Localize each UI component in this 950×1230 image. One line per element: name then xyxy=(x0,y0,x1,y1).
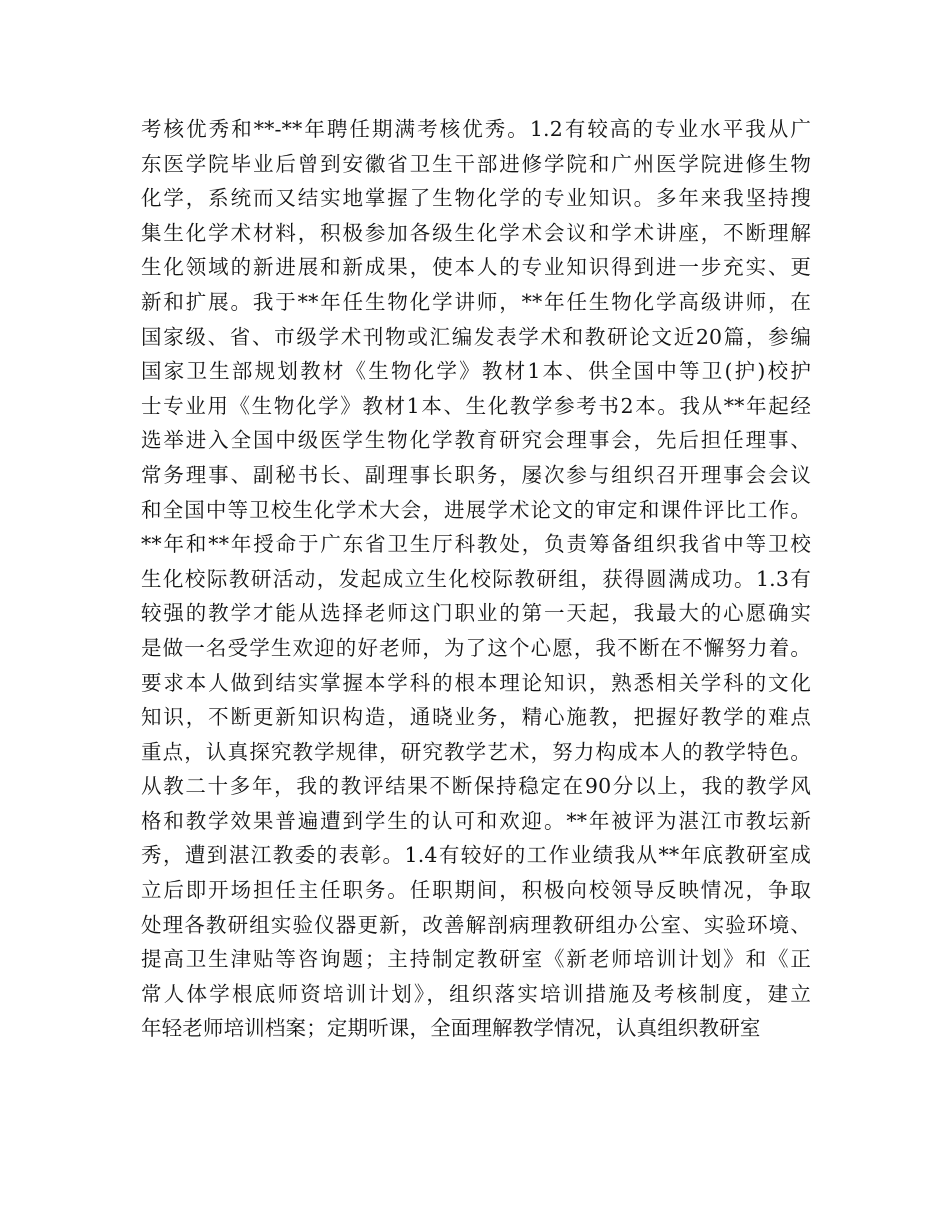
text-line: 秀，遭到湛江教委的表彰。1.4有较好的工作业绩我从**年底教研室成 xyxy=(141,843,811,868)
text-line: 年轻老师培训档案；定期听课，全面理解教学情况，认真组织教研室 xyxy=(141,1016,761,1041)
text-line: 处理各教研组实验仪器更新，改善解剖病理教研组办公室、实验环境、 xyxy=(141,912,811,937)
text-line: 和全国中等卫校生化学术大会，进展学术论文的审定和课件评比工作。 xyxy=(141,497,811,522)
text-line: **年和**年授命于广东省卫生厅科教处，负责筹备组织我省中等卫校 xyxy=(141,532,811,557)
text-line: 重点，认真探究教学规律，研究教学艺术，努力构成本人的教学特色。 xyxy=(141,739,811,764)
text-line: 知识，不断更新知识构造，通晓业务，精心施教，把握好教学的难点 xyxy=(141,705,811,730)
text-line: 立后即开场担任主任职务。任职期间，积极向校领导反映情况，争取 xyxy=(141,878,811,903)
text-line: 考核优秀和**-**年聘任期满考核优秀。1.2有较高的专业水平我从广 xyxy=(141,117,811,141)
text-line: 是做一名受学生欢迎的好老师，为了这个心愿，我不断在不懈努力着。 xyxy=(141,635,811,660)
text-line: 常务理事、副秘书长、副理事长职务，屡次参与组织召开理事会会议 xyxy=(141,462,811,487)
text-line: 集生化学术材料，积极参加各级生化学术会议和学术讲座，不断理解 xyxy=(141,220,811,245)
text-line: 化学，系统而又结实地掌握了生物化学的专业知识。多年来我坚持搜 xyxy=(141,186,811,211)
text-line: 常人体学根底师资培训计划》，组织落实培训措施及考核制度，建立 xyxy=(141,981,811,1006)
text-line: 选举进入全国中级医学生物化学教育研究会理事会，先后担任理事、 xyxy=(141,428,811,453)
text-line: 国家卫生部规划教材《生物化学》教材1本、供全国中等卫(护)校护 xyxy=(141,359,811,384)
text-line: 提高卫生津贴等咨询题；主持制定教研室《新老师培训计划》和《正 xyxy=(141,947,811,972)
body-paragraph xyxy=(141,112,811,1046)
text-line: 要求本人做到结实掌握本学科的根本理论知识，熟悉相关学科的文化 xyxy=(141,670,811,695)
text-line: 新和扩展。我于**年任生物化学讲师，**年任生物化学高级讲师，在 xyxy=(141,289,811,314)
text-line: 国家级、省、市级学术刊物或汇编发表学术和教研论文近20篇，参编 xyxy=(141,324,811,349)
text-line: 士专业用《生物化学》教材1本、生化教学参考书2本。我从**年起经 xyxy=(141,393,811,418)
text-line: 东医学院毕业后曾到安徽省卫生干部进修学院和广州医学院进修生物 xyxy=(141,151,811,176)
text-line: 较强的教学才能从选择老师这门职业的第一天起，我最大的心愿确实 xyxy=(141,601,811,626)
text-line: 生化领域的新进展和新成果，使本人的专业知识得到进一步充实、更 xyxy=(141,255,811,280)
text-line: 格和教学效果普遍遭到学生的认可和欢迎。**年被评为湛江市教坛新 xyxy=(141,808,811,833)
text-line: 从教二十多年，我的教评结果不断保持稳定在90分以上，我的教学风 xyxy=(141,774,811,799)
text-line: 生化校际教研活动，发起成立生化校际教研组，获得圆满成功。1.3有 xyxy=(141,566,811,591)
